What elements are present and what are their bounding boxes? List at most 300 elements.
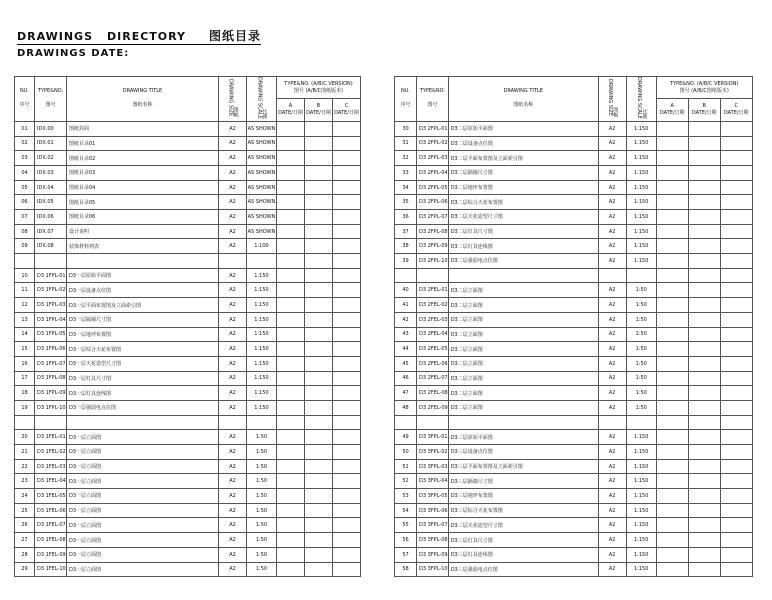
table-row	[395, 239, 753, 254]
cell-version-c	[720, 489, 752, 504]
cell-title: 设计说明	[67, 224, 219, 239]
cell-scale: 1:50	[247, 547, 277, 562]
cell-no: 09	[15, 239, 35, 254]
spacer-cell	[219, 254, 247, 269]
cell-no: 10	[15, 268, 35, 283]
cell-version-a	[656, 254, 688, 269]
table-row	[15, 327, 361, 342]
cell-title: D3一层立面图	[67, 474, 219, 489]
cell-version-b	[305, 474, 333, 489]
cell-no: 48	[395, 400, 417, 415]
cell-version-c	[333, 327, 361, 342]
cell-code: IDX.01	[35, 136, 67, 151]
table-row	[15, 533, 361, 548]
cell-scale: 1:150	[626, 489, 656, 504]
cell-scale: 1:150	[626, 224, 656, 239]
cell-version-b	[305, 547, 333, 562]
cell-scale: AS SHOWN	[247, 180, 277, 195]
cell-scale: 1:150	[247, 371, 277, 386]
cell-title: D3一层强弱电点位图	[67, 400, 219, 415]
cell-code: D3 3FPL-04	[417, 474, 449, 489]
cell-title: D3一层立面图	[67, 562, 219, 577]
table-row	[15, 151, 361, 166]
cell-code: D3 2FEL-03	[417, 312, 449, 327]
cell-scale: 1:50	[247, 518, 277, 533]
cell-version-b	[305, 210, 333, 225]
cell-scale: 1:50	[247, 503, 277, 518]
cell-code: D3 1FPL-04	[35, 312, 67, 327]
table-row	[395, 445, 753, 460]
header-type: TYPE&NO. 图号	[35, 77, 67, 122]
cell-version-b	[688, 224, 720, 239]
cell-code: D3 2FEL-09	[417, 400, 449, 415]
cell-code: D3 3FPL-06	[417, 503, 449, 518]
cell-version-c	[333, 268, 361, 283]
spacer-cell	[598, 415, 626, 430]
header-title: DRAWING TITLE 图纸名称	[67, 77, 219, 122]
cell-scale: AS SHOWN	[247, 210, 277, 225]
cell-code: D3 1FPL-01	[35, 268, 67, 283]
cell-no: 34	[395, 180, 417, 195]
cell-code: D3 2FPL-06	[417, 195, 449, 210]
table-row	[395, 210, 753, 225]
cell-scale: 1:150	[626, 459, 656, 474]
cell-scale: 1:50	[247, 562, 277, 577]
cell-size: A2	[598, 371, 626, 386]
cell-version-c	[720, 224, 752, 239]
cell-version-a	[277, 533, 305, 548]
cell-no: 27	[15, 533, 35, 548]
spacer-cell	[333, 415, 361, 430]
cell-scale: 1:150	[626, 254, 656, 269]
table-row	[395, 533, 753, 548]
cell-no: 05	[15, 180, 35, 195]
cell-no: 26	[15, 518, 35, 533]
cell-size: A2	[598, 121, 626, 136]
cell-version-a	[656, 224, 688, 239]
cell-size: A2	[598, 386, 626, 401]
drawings-date-label: DRAWINGS DATE:	[17, 48, 130, 59]
table-row	[15, 518, 361, 533]
cell-version-b	[688, 342, 720, 357]
cell-size: A2	[598, 136, 626, 151]
cell-title: 图纸目录03	[67, 165, 219, 180]
cell-scale: 1:150	[626, 210, 656, 225]
cell-no: 18	[15, 386, 35, 401]
cell-no: 46	[395, 371, 417, 386]
table-row	[15, 371, 361, 386]
cell-no: 06	[15, 195, 35, 210]
cell-size: A2	[219, 210, 247, 225]
cell-version-c	[720, 298, 752, 313]
cell-code: D3 2FPL-04	[417, 165, 449, 180]
cell-version-c	[333, 386, 361, 401]
cell-no: 38	[395, 239, 417, 254]
cell-size: A2	[598, 195, 626, 210]
cell-version-a	[656, 474, 688, 489]
header-size: DRAWING SIZE图幅	[598, 77, 626, 122]
cell-version-b	[688, 400, 720, 415]
cell-version-c	[333, 224, 361, 239]
table-row	[15, 489, 361, 504]
header-scale: DRAWING SCALE比例	[247, 77, 277, 122]
table-row	[395, 151, 753, 166]
cell-title: D3一层立面图	[67, 503, 219, 518]
cell-version-a	[277, 121, 305, 136]
header-size: DRAWING SIZE图幅	[219, 77, 247, 122]
spacer-cell	[688, 415, 720, 430]
cell-scale: 1:150	[626, 180, 656, 195]
table-row	[15, 547, 361, 562]
cell-version-a	[656, 151, 688, 166]
table-row	[395, 254, 753, 269]
table-row	[395, 400, 753, 415]
header-version: TYPE&NO. (A/B/C VERSION) 图号 (A/B/C图纸版本)	[656, 77, 752, 99]
cell-size: A2	[598, 298, 626, 313]
cell-no: 57	[395, 547, 417, 562]
cell-version-c	[720, 283, 752, 298]
table-row	[15, 400, 361, 415]
cell-version-c	[333, 283, 361, 298]
table-row	[395, 327, 753, 342]
table-row	[15, 459, 361, 474]
cell-version-c	[333, 474, 361, 489]
cell-version-c	[720, 151, 752, 166]
cell-code: D3 1FEL-08	[35, 533, 67, 548]
cell-version-b	[305, 430, 333, 445]
cell-size: A2	[219, 121, 247, 136]
cell-version-b	[305, 239, 333, 254]
cell-size: A2	[598, 165, 626, 180]
table-row	[395, 459, 753, 474]
spacer-cell	[277, 254, 305, 269]
cell-title: D3二层灯具尺寸图	[448, 224, 598, 239]
cell-no: 36	[395, 210, 417, 225]
cell-version-a	[277, 342, 305, 357]
cell-scale: 1:150	[626, 151, 656, 166]
spacer-cell	[15, 415, 35, 430]
cell-scale: AS SHOWN	[247, 224, 277, 239]
cell-version-b	[688, 356, 720, 371]
cell-scale: 1:50	[626, 283, 656, 298]
page-title	[17, 29, 262, 43]
cell-version-c	[333, 400, 361, 415]
cell-version-b	[688, 195, 720, 210]
cell-version-b	[305, 459, 333, 474]
cell-version-c	[333, 518, 361, 533]
table-row	[395, 136, 753, 151]
table-row	[395, 195, 753, 210]
cell-no: 45	[395, 356, 417, 371]
cell-version-a	[277, 400, 305, 415]
cell-version-b	[305, 400, 333, 415]
cell-version-b	[688, 474, 720, 489]
header-title: DRAWING TITLE 图纸名称	[448, 77, 598, 122]
cell-title: D3三层综合天花布置图	[448, 503, 598, 518]
cell-code: IDX.03	[35, 165, 67, 180]
cell-code: D3 2FPL-10	[417, 254, 449, 269]
spacer-cell	[417, 415, 449, 430]
cell-version-c	[720, 342, 752, 357]
cell-title: D3三层平面布置图及立面索引图	[448, 459, 598, 474]
cell-size: A2	[598, 445, 626, 460]
cell-scale: AS SHOWN	[247, 195, 277, 210]
cell-no: 29	[15, 562, 35, 577]
cell-code: D3 3FPL-08	[417, 533, 449, 548]
header-b: B DATE/日期	[305, 99, 333, 121]
cell-scale: 1:150	[626, 503, 656, 518]
cell-version-a	[277, 180, 305, 195]
cell-code: D3 2FEL-08	[417, 386, 449, 401]
cell-version-c	[333, 503, 361, 518]
cell-version-c	[720, 210, 752, 225]
cell-version-c	[720, 430, 752, 445]
cell-size: A2	[219, 356, 247, 371]
cell-version-a	[656, 165, 688, 180]
cell-title: D3二层隔墙尺寸图	[448, 165, 598, 180]
cell-size: A2	[219, 547, 247, 562]
spacer-cell	[598, 268, 626, 283]
cell-scale: AS SHOWN	[247, 136, 277, 151]
cell-version-b	[688, 121, 720, 136]
cell-title: D3一层设备点位图	[67, 283, 219, 298]
spacer-cell	[305, 254, 333, 269]
spacer-cell	[720, 268, 752, 283]
cell-title: D3一层地坪布置图	[67, 327, 219, 342]
cell-version-a	[277, 165, 305, 180]
spacer-cell	[395, 415, 417, 430]
title-cn: 图纸目录	[209, 29, 262, 43]
cell-version-a	[656, 210, 688, 225]
cell-size: A2	[219, 165, 247, 180]
cell-scale: 1:150	[626, 474, 656, 489]
cell-version-a	[656, 327, 688, 342]
cell-version-b	[688, 180, 720, 195]
cell-code: D3 2FEL-06	[417, 356, 449, 371]
cell-version-b	[305, 151, 333, 166]
cell-size: A2	[598, 547, 626, 562]
cell-title: D3三层地坪布置图	[448, 489, 598, 504]
cell-title: D3二层原始平面图	[448, 121, 598, 136]
cell-version-c	[333, 210, 361, 225]
cell-version-b	[688, 151, 720, 166]
spacer-cell	[15, 254, 35, 269]
cell-title: D3二层地坪布置图	[448, 180, 598, 195]
table-row	[15, 342, 361, 357]
spacer-cell	[448, 415, 598, 430]
cell-version-c	[720, 356, 752, 371]
cell-scale: 1:50	[626, 298, 656, 313]
cell-version-a	[277, 518, 305, 533]
spacer-cell	[67, 415, 219, 430]
cell-scale: 1:50	[626, 371, 656, 386]
cell-code: D3 3FPL-02	[417, 445, 449, 460]
cell-version-c	[333, 165, 361, 180]
header-version: TYPE&NO. (A/B/C VERSION) 图号 (A/B/C图纸版本)	[277, 77, 361, 99]
cell-size: A2	[598, 151, 626, 166]
cell-size: A2	[598, 356, 626, 371]
table-row	[15, 562, 361, 577]
table-row	[395, 474, 753, 489]
table-row	[15, 430, 361, 445]
cell-code: D3 1FEL-07	[35, 518, 67, 533]
spacer-cell	[67, 254, 219, 269]
cell-title: D3一层立面图	[67, 430, 219, 445]
table-row	[395, 547, 753, 562]
cell-version-c	[720, 400, 752, 415]
cell-version-a	[277, 547, 305, 562]
cell-version-b	[688, 430, 720, 445]
cell-version-a	[277, 459, 305, 474]
cell-version-c	[720, 136, 752, 151]
cell-size: A2	[598, 180, 626, 195]
cell-version-c	[720, 547, 752, 562]
table-row	[395, 121, 753, 136]
cell-version-b	[305, 503, 333, 518]
cell-version-c	[333, 356, 361, 371]
cell-version-a	[656, 180, 688, 195]
cell-version-c	[720, 459, 752, 474]
cell-scale: 1:150	[626, 121, 656, 136]
cell-scale: 1:150	[626, 547, 656, 562]
cell-version-b	[688, 562, 720, 577]
spacer-cell	[688, 268, 720, 283]
spacer-row	[395, 268, 753, 283]
cell-version-a	[656, 503, 688, 518]
table-row	[15, 298, 361, 313]
cell-code: D3 2FEL-07	[417, 371, 449, 386]
cell-version-c	[333, 195, 361, 210]
spacer-cell	[656, 268, 688, 283]
cell-version-a	[277, 445, 305, 460]
title-en-1: DRAWINGS	[17, 30, 94, 43]
cell-version-c	[720, 254, 752, 269]
cell-code: D3 1FPL-07	[35, 356, 67, 371]
spacer-cell	[395, 268, 417, 283]
cell-code: D3 1FPL-05	[35, 327, 67, 342]
spacer-cell	[247, 254, 277, 269]
cell-title: 图纸目录02	[67, 151, 219, 166]
spacer-cell	[626, 268, 656, 283]
cell-size: A2	[219, 151, 247, 166]
cell-no: 33	[395, 165, 417, 180]
cell-version-c	[720, 474, 752, 489]
cell-version-a	[277, 151, 305, 166]
cell-scale: 1:50	[626, 342, 656, 357]
cell-title: D3二层立面图	[448, 371, 598, 386]
cell-version-a	[656, 195, 688, 210]
cell-version-b	[688, 371, 720, 386]
cell-code: IDX.00	[35, 121, 67, 136]
cell-version-c	[720, 312, 752, 327]
cell-scale: 1:150	[247, 298, 277, 313]
cell-title: D3三层原始平面图	[448, 430, 598, 445]
cell-code: D3 3FPL-09	[417, 547, 449, 562]
cell-version-a	[656, 136, 688, 151]
cell-version-c	[720, 562, 752, 577]
cell-version-c	[333, 562, 361, 577]
table-row	[15, 386, 361, 401]
cell-code: D3 1FPL-09	[35, 386, 67, 401]
cell-no: 50	[395, 445, 417, 460]
table-row	[395, 342, 753, 357]
cell-title: D3一层平面布置图及立面索引图	[67, 298, 219, 313]
cell-scale: 1:150	[626, 518, 656, 533]
cell-version-a	[656, 312, 688, 327]
cell-scale: 1:150	[626, 562, 656, 577]
cell-version-b	[688, 547, 720, 562]
table-row	[395, 283, 753, 298]
cell-title: D3二层立面图	[448, 312, 598, 327]
cell-no: 15	[15, 342, 35, 357]
cell-version-a	[277, 327, 305, 342]
cell-no: 07	[15, 210, 35, 225]
cell-version-b	[305, 268, 333, 283]
table-row	[395, 562, 753, 577]
cell-no: 42	[395, 312, 417, 327]
cell-scale: 1:150	[247, 386, 277, 401]
cell-no: 44	[395, 342, 417, 357]
cell-code: D3 1FEL-02	[35, 445, 67, 460]
cell-version-b	[305, 386, 333, 401]
cell-version-c	[333, 489, 361, 504]
cell-version-b	[688, 165, 720, 180]
cell-code: D3 2FPL-07	[417, 210, 449, 225]
cell-version-c	[720, 371, 752, 386]
cell-scale: AS SHOWN	[247, 151, 277, 166]
header-scale: DRAWING SCALE比例	[626, 77, 656, 122]
cell-version-c	[333, 298, 361, 313]
header-c: C DATE/日期	[333, 99, 361, 121]
cell-no: 43	[395, 327, 417, 342]
cell-version-b	[688, 459, 720, 474]
cell-scale: 1:50	[626, 386, 656, 401]
cell-title: 图纸目录05	[67, 195, 219, 210]
cell-version-a	[656, 121, 688, 136]
cell-version-a	[277, 312, 305, 327]
cell-no: 21	[15, 445, 35, 460]
cell-no: 39	[395, 254, 417, 269]
cell-size: A2	[598, 533, 626, 548]
cell-scale: 1:150	[626, 445, 656, 460]
cell-scale: 1:150	[626, 195, 656, 210]
table-row	[15, 121, 361, 136]
cell-version-b	[305, 445, 333, 460]
cell-version-a	[277, 386, 305, 401]
spacer-cell	[35, 254, 67, 269]
cell-code: D3 1FEL-01	[35, 430, 67, 445]
table-row	[395, 356, 753, 371]
table-row	[15, 283, 361, 298]
cell-size: A2	[598, 254, 626, 269]
cell-version-c	[333, 121, 361, 136]
cell-title: D3一层立面图	[67, 489, 219, 504]
cell-version-a	[656, 283, 688, 298]
cell-title: D3一层灯具连线图	[67, 386, 219, 401]
spacer-cell	[333, 254, 361, 269]
cell-no: 31	[395, 136, 417, 151]
cell-version-a	[277, 195, 305, 210]
cell-scale: 1:150	[247, 268, 277, 283]
cell-version-c	[720, 327, 752, 342]
cell-version-a	[656, 386, 688, 401]
cell-version-a	[656, 342, 688, 357]
cell-version-c	[720, 121, 752, 136]
cell-version-b	[688, 518, 720, 533]
cell-title: D3二层立面图	[448, 356, 598, 371]
cell-version-c	[720, 180, 752, 195]
cell-code: IDX.08	[35, 239, 67, 254]
